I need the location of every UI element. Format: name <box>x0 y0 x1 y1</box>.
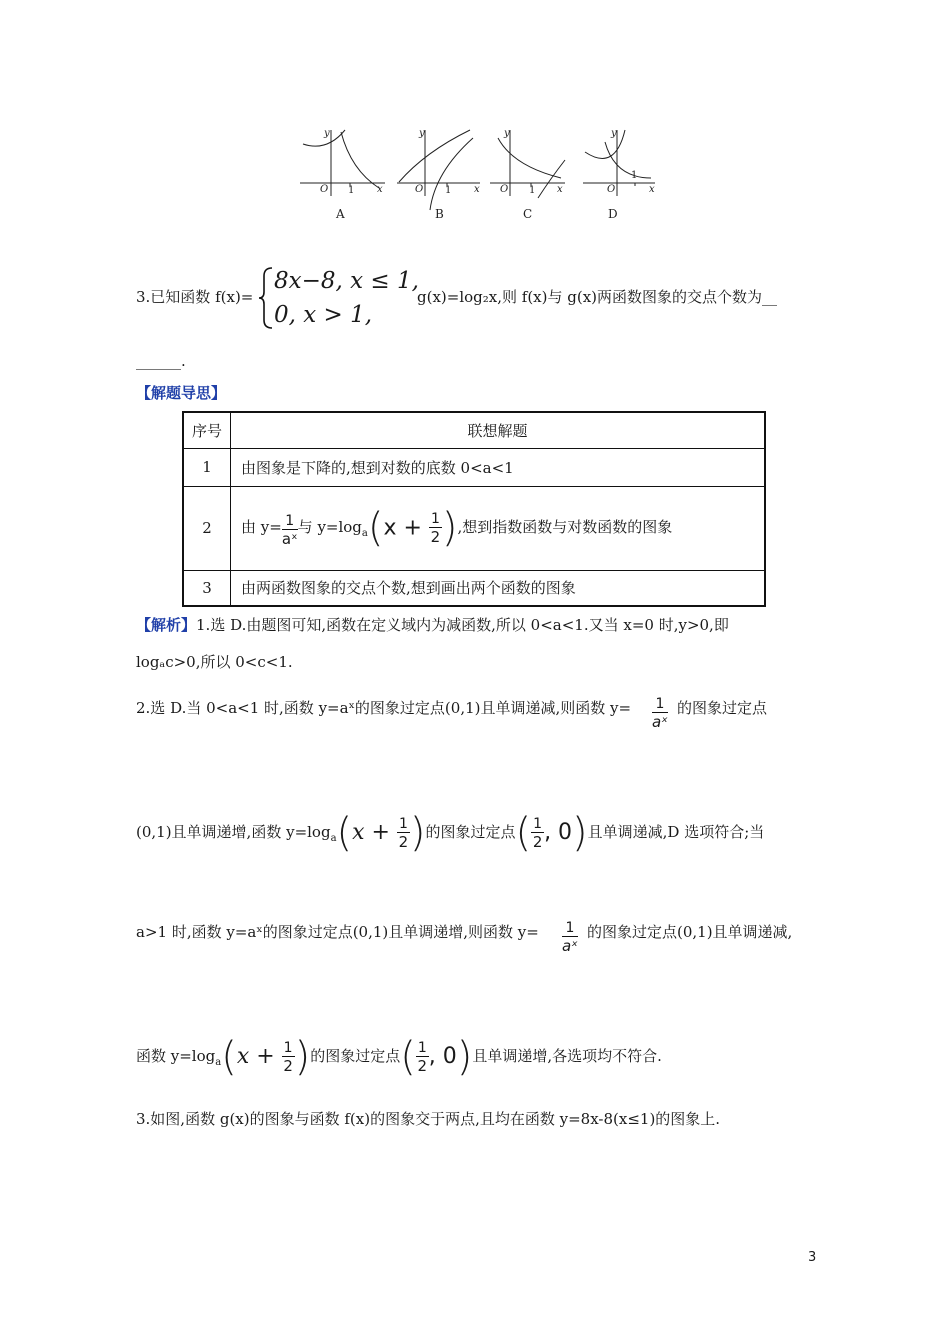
analysis-tag: 【解析】 <box>136 616 197 634</box>
guide-row-2-text-b: 与 y=log <box>297 518 362 536</box>
guide-header-num: 序号 <box>183 412 231 448</box>
frac-one-over-ax-3: $\frac{1}{\text{aˣ}}$ <box>562 920 578 955</box>
question-3-suffix: g(x)=log₂x,则 f(x)与 g(x)两函数图象的交点个数为__ <box>417 288 778 306</box>
graph-b-tick-one: 1 <box>445 185 452 196</box>
guide-tag: 【解题导思】 <box>136 384 227 402</box>
graph-a-y-label: y <box>324 128 330 139</box>
graph-a-origin: O <box>320 184 329 195</box>
frac-one-over-ax-2: $\frac{1}{\text{aˣ}}$ <box>652 696 668 731</box>
guide-row-2-text-a: 由 y= <box>241 518 282 536</box>
graph-a-tick-one: 1 <box>348 185 355 196</box>
graph-b-origin: O <box>415 184 424 195</box>
log-base: a <box>361 528 368 539</box>
graph-b-y-label: y <box>419 128 425 139</box>
analysis-p2a-end: 的图象过定点 <box>677 699 768 717</box>
graph-c-tick-one: 1 <box>529 185 536 196</box>
analysis-line-1 <box>136 614 729 635</box>
guide-row <box>183 486 765 570</box>
guide-row-3-num: 3 <box>183 570 231 606</box>
graph-label-b: B <box>435 207 444 221</box>
question-3-blank: ______. <box>136 352 186 370</box>
guide-header-text: 联想解题 <box>231 412 766 448</box>
graph-label-a: A <box>336 207 345 221</box>
analysis-p1b: logₐc>0,所以 0<c<1. <box>136 653 293 671</box>
frac-half: $\frac{1}{2}$ <box>430 510 441 546</box>
question-3-prefix: 3.已知函数 f(x)= <box>136 288 254 306</box>
paren-inner: x + <box>383 515 429 541</box>
analysis-p2d: 函数 $y=\log_a(x$ + $\frac{1}{2}$ )的图象过定点( $\frac{1}{2}$ , 0)且单调递增,各选项均不符合. <box>136 1034 662 1080</box>
analysis-p1a: 1.选 D.由题图可知,函数在定义域内为减函数,所以 0<a<1.又当 x=0 时,y>0,即 <box>196 616 729 634</box>
analysis-p3: 3.如图,函数 g(x)的图象与函数 f(x)的图象交于两点,且均在函数 y=8x-8(x≤1)的图象上. <box>136 1110 721 1128</box>
graph-label-c: C <box>523 207 533 221</box>
analysis-p2b: (0,1)且单调递增,函数 $y=\log_a(x$ + $\frac{1}{2}$ )的图象过定点( $\frac{1}{2}$ , 0)且单调递减,D 选项符合;当 <box>136 810 765 856</box>
frac-one-over-ax: $\frac{1}{\text{aˣ}}$ <box>281 513 298 548</box>
graph-label-d: D <box>608 207 618 221</box>
analysis-p2a: 2.选 D.当 0<a<1 时,函数 y=aˣ的图象过定点(0,1)且单调递减,则函数 y= <box>136 699 632 717</box>
guide-header-row <box>183 412 765 448</box>
guide-row-2-num: 2 <box>183 486 231 570</box>
graph-b-x-label: x <box>474 184 480 195</box>
guide-row-2-text-c: ,想到指数函数与对数函数的图象 <box>457 518 673 536</box>
graph-d-tick-one: 1 <box>631 170 638 181</box>
guide-row-3-text: 由两函数图象的交点个数,想到画出两个函数的图象 <box>231 570 766 606</box>
graph-d-y-label: y <box>611 128 617 139</box>
graph-c-x-label: x <box>557 184 563 195</box>
page-number: 3 <box>808 1250 817 1265</box>
graph-d-origin: O <box>607 184 616 195</box>
guide-row-2-text: 由 y= $\frac{1}{\text{aˣ}}$ 与 $y=\log_a(x$ + $\frac{1}{2}$ ),想到指数函数与对数函数的图象 <box>231 486 766 570</box>
graph-c-y-label: y <box>504 128 510 139</box>
piecewise-case-2: 0, x > 1, <box>274 302 373 328</box>
piecewise-brace <box>258 266 274 330</box>
graph-d-x-label: x <box>649 184 655 195</box>
guide-row <box>183 448 765 486</box>
graph-c-origin: O <box>500 184 509 195</box>
analysis-p2c-1: a>1 时,函数 y=aˣ的图象过定点(0,1)且单调递增,则函数 y= <box>136 923 539 941</box>
guide-row <box>183 570 765 606</box>
answer-graphs <box>295 122 660 227</box>
guide-row-1-text: 由图象是下降的,想到对数的底数 0<a<1 <box>231 448 766 486</box>
analysis-p2c-2: 的图象过定点(0,1)且单调递减, <box>587 923 793 941</box>
graph-a-x-label: x <box>377 184 383 195</box>
piecewise-case-1: 8x−8, x ≤ 1, <box>274 268 419 294</box>
guide-table <box>182 411 766 607</box>
guide-row-1-num: 1 <box>183 448 231 486</box>
